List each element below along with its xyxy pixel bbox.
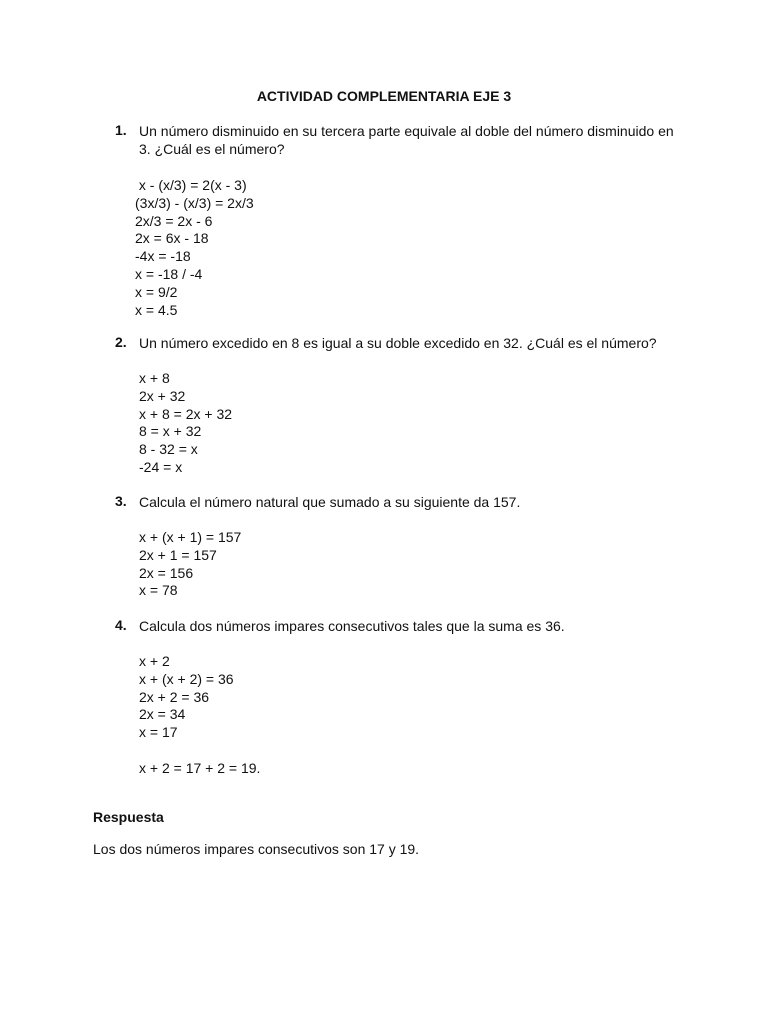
solution-steps bbox=[139, 653, 675, 778]
step-line: x + (x + 2) = 36 bbox=[139, 670, 234, 687]
step-line bbox=[139, 742, 675, 760]
step-line: x = 17 bbox=[139, 724, 178, 741]
problem-1 bbox=[115, 122, 675, 319]
answer-heading: Respuesta bbox=[93, 809, 164, 825]
problem-statement: Un número disminuido en su tercera parte equivale al doble del número disminuido en 3. ¿Cuál es el número? bbox=[139, 123, 674, 157]
step-line: x + (x + 1) = 157 bbox=[139, 529, 242, 545]
step-line: x + 8 = 2x + 32 bbox=[139, 405, 233, 422]
step-line: x = 4.5 bbox=[135, 301, 178, 318]
step-line: x + 2 = 17 + 2 = 19. bbox=[139, 759, 261, 776]
page-title: ACTIVIDAD COMPLEMENTARIA EJE 3 bbox=[256, 88, 512, 104]
problem-number: 2. bbox=[115, 334, 127, 350]
problem-number: 3. bbox=[115, 493, 127, 509]
step-line: x = 9/2 bbox=[135, 283, 178, 300]
problem-number: 1. bbox=[115, 122, 127, 138]
problem-4 bbox=[115, 617, 675, 778]
problem-statement: Un número excedido en 8 es igual a su doble excedido en 32. ¿Cuál es el número? bbox=[139, 335, 657, 351]
step-line: x + 2 bbox=[139, 653, 170, 669]
solution-steps bbox=[139, 370, 675, 477]
step-line: 2x = 6x - 18 bbox=[135, 230, 209, 247]
problem-number: 4. bbox=[115, 617, 127, 633]
problem-2 bbox=[115, 334, 675, 477]
solution-steps bbox=[139, 529, 675, 600]
step-line: 2x + 32 bbox=[139, 387, 186, 404]
step-line: 2x + 2 = 36 bbox=[139, 688, 210, 705]
step-line: x = -18 / -4 bbox=[135, 265, 203, 282]
step-line: 8 = x + 32 bbox=[139, 423, 202, 440]
step-line: -4x = -18 bbox=[135, 248, 191, 265]
step-line: 2x + 1 = 157 bbox=[139, 546, 217, 563]
solution-steps bbox=[135, 177, 675, 319]
problem-statement: Calcula dos números impares consecutivos tales que la suma es 36. bbox=[139, 618, 565, 634]
step-line: 8 - 32 = x bbox=[139, 441, 198, 458]
step-line: x = 78 bbox=[139, 582, 178, 599]
step-line: (3x/3) - (x/3) = 2x/3 bbox=[135, 194, 254, 211]
step-line: 2x/3 = 2x - 6 bbox=[135, 212, 213, 229]
step-line: -24 = x bbox=[139, 458, 183, 475]
step-line: 2x = 156 bbox=[139, 564, 194, 581]
answer-text: Los dos números impares consecutivos son 17 y 19. bbox=[93, 841, 420, 857]
step-line: x + 8 bbox=[139, 370, 170, 386]
problem-statement: Calcula el número natural que sumado a su siguiente da 157. bbox=[139, 494, 521, 510]
step-line: x - (x/3) = 2(x - 3) bbox=[135, 177, 247, 193]
problem-3 bbox=[115, 493, 675, 600]
step-line: 2x = 34 bbox=[139, 706, 186, 723]
